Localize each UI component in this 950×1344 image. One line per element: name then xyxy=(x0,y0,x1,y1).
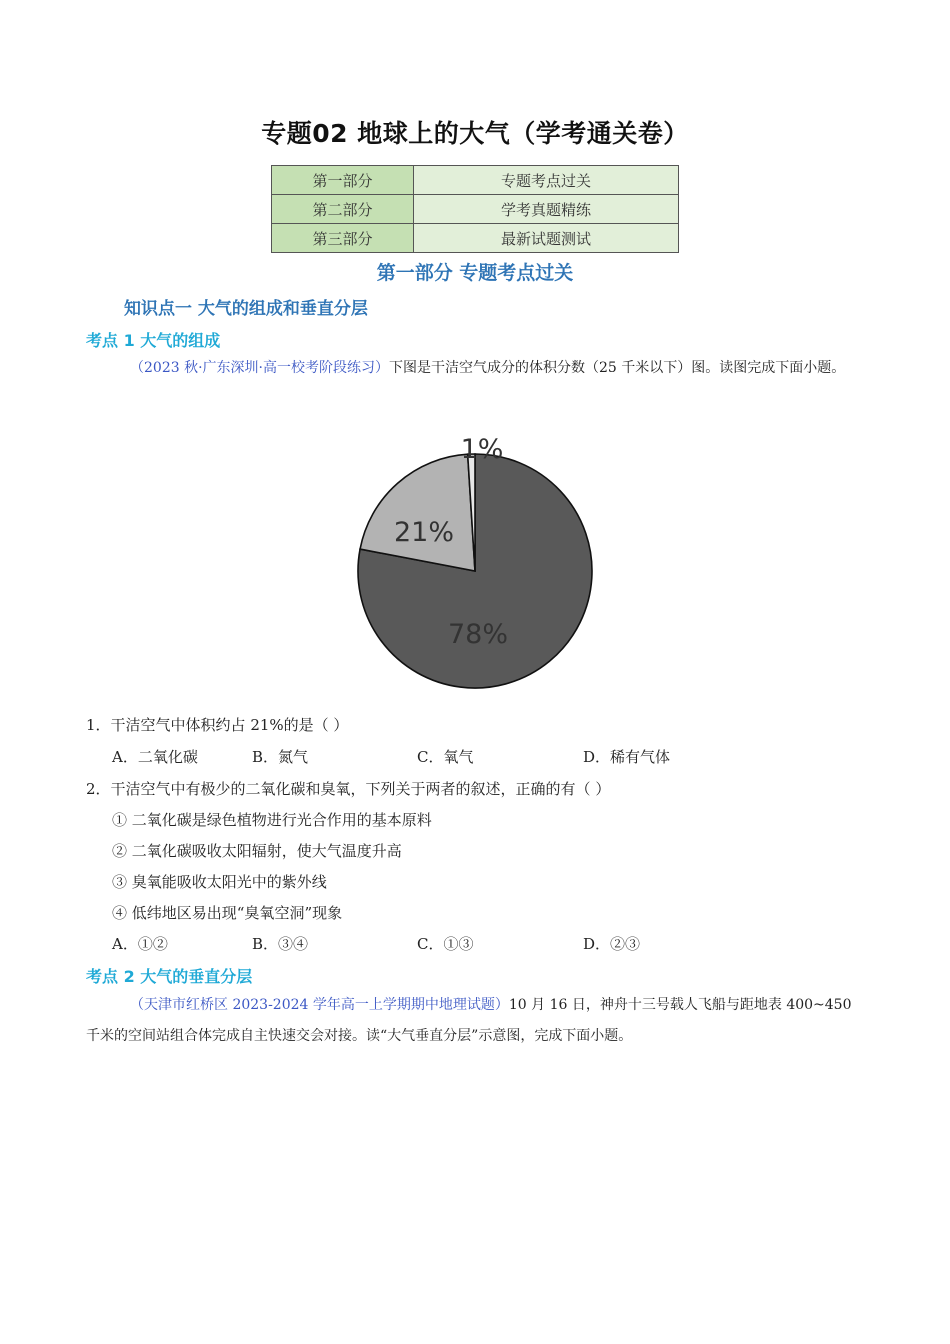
exam-point-1-title: 考点 1 大气的组成 xyxy=(86,331,221,350)
slice-label-1: 1% xyxy=(460,434,504,465)
intro-text: 10 月 16 日，神舟十三号载人飞船与距地表 400~450 千米的空间站组合体完成自主快速交会对接。读“大气垂直分层”示意图，完成下面小题。 xyxy=(86,997,852,1044)
toc-part-cell: 第二部分 xyxy=(272,195,414,224)
question-2-stem: 2．干洁空气中有极少的二氧化碳和臭氧，下列关于两者的叙述，正确的有（ ） xyxy=(86,780,611,798)
document-title: 专题02 地球上的大气（学考通关卷） xyxy=(261,119,689,148)
intro-text: 下图是干洁空气成分的体积分数（25 千米以下）图。读图完成下面小题。 xyxy=(388,360,846,376)
intro-paragraph-2 xyxy=(86,990,864,1052)
toc-part-cell: 第三部分 xyxy=(272,224,414,253)
q2-statement-2: ② 二氧化碳吸收太阳辐射，使大气温度升高 xyxy=(112,842,402,860)
q1-option-c: C．氧气 xyxy=(417,748,474,766)
toc-part-cell: 第一部分 xyxy=(272,166,414,195)
source-citation: （2023 秋·广东深圳·高一校考阶段练习） xyxy=(130,360,389,376)
question-1-stem: 1．干洁空气中体积约占 21%的是（ ） xyxy=(86,716,349,734)
slice-label-21: 21% xyxy=(393,517,455,548)
q2-statement-3: ③ 臭氧能吸收太阳光中的紫外线 xyxy=(112,873,327,891)
toc-name-cell: 最新试题测试 xyxy=(414,224,679,253)
exam-point-2-title: 考点 2 大气的垂直分层 xyxy=(86,967,253,986)
toc-name-cell: 学考真题精练 xyxy=(414,195,679,224)
q2-option-a: A．①② xyxy=(112,935,168,953)
q2-statement-4: ④ 低纬地区易出现“臭氧空洞”现象 xyxy=(112,904,343,922)
knowledge-point-title: 知识点一 大气的组成和垂直分层 xyxy=(124,299,368,319)
q1-option-d: D．稀有气体 xyxy=(583,748,671,766)
part-one-title: 第一部分 专题考点过关 xyxy=(376,262,574,284)
q1-option-a: A．二氧化碳 xyxy=(112,748,198,766)
q1-option-b: B．氮气 xyxy=(252,748,309,766)
source-citation: （天津市红桥区 2023-2024 学年高一上学期期中地理试题） xyxy=(130,997,509,1013)
q2-option-c: C．①③ xyxy=(417,935,474,953)
q2-option-b: B．③④ xyxy=(252,935,309,953)
q2-statement-1: ① 二氧化碳是绿色植物进行光合作用的基本原料 xyxy=(112,811,432,829)
toc-name-cell: 专题考点过关 xyxy=(414,166,679,195)
q2-option-d: D．②③ xyxy=(583,935,641,953)
slice-label-78: 78% xyxy=(447,619,509,650)
